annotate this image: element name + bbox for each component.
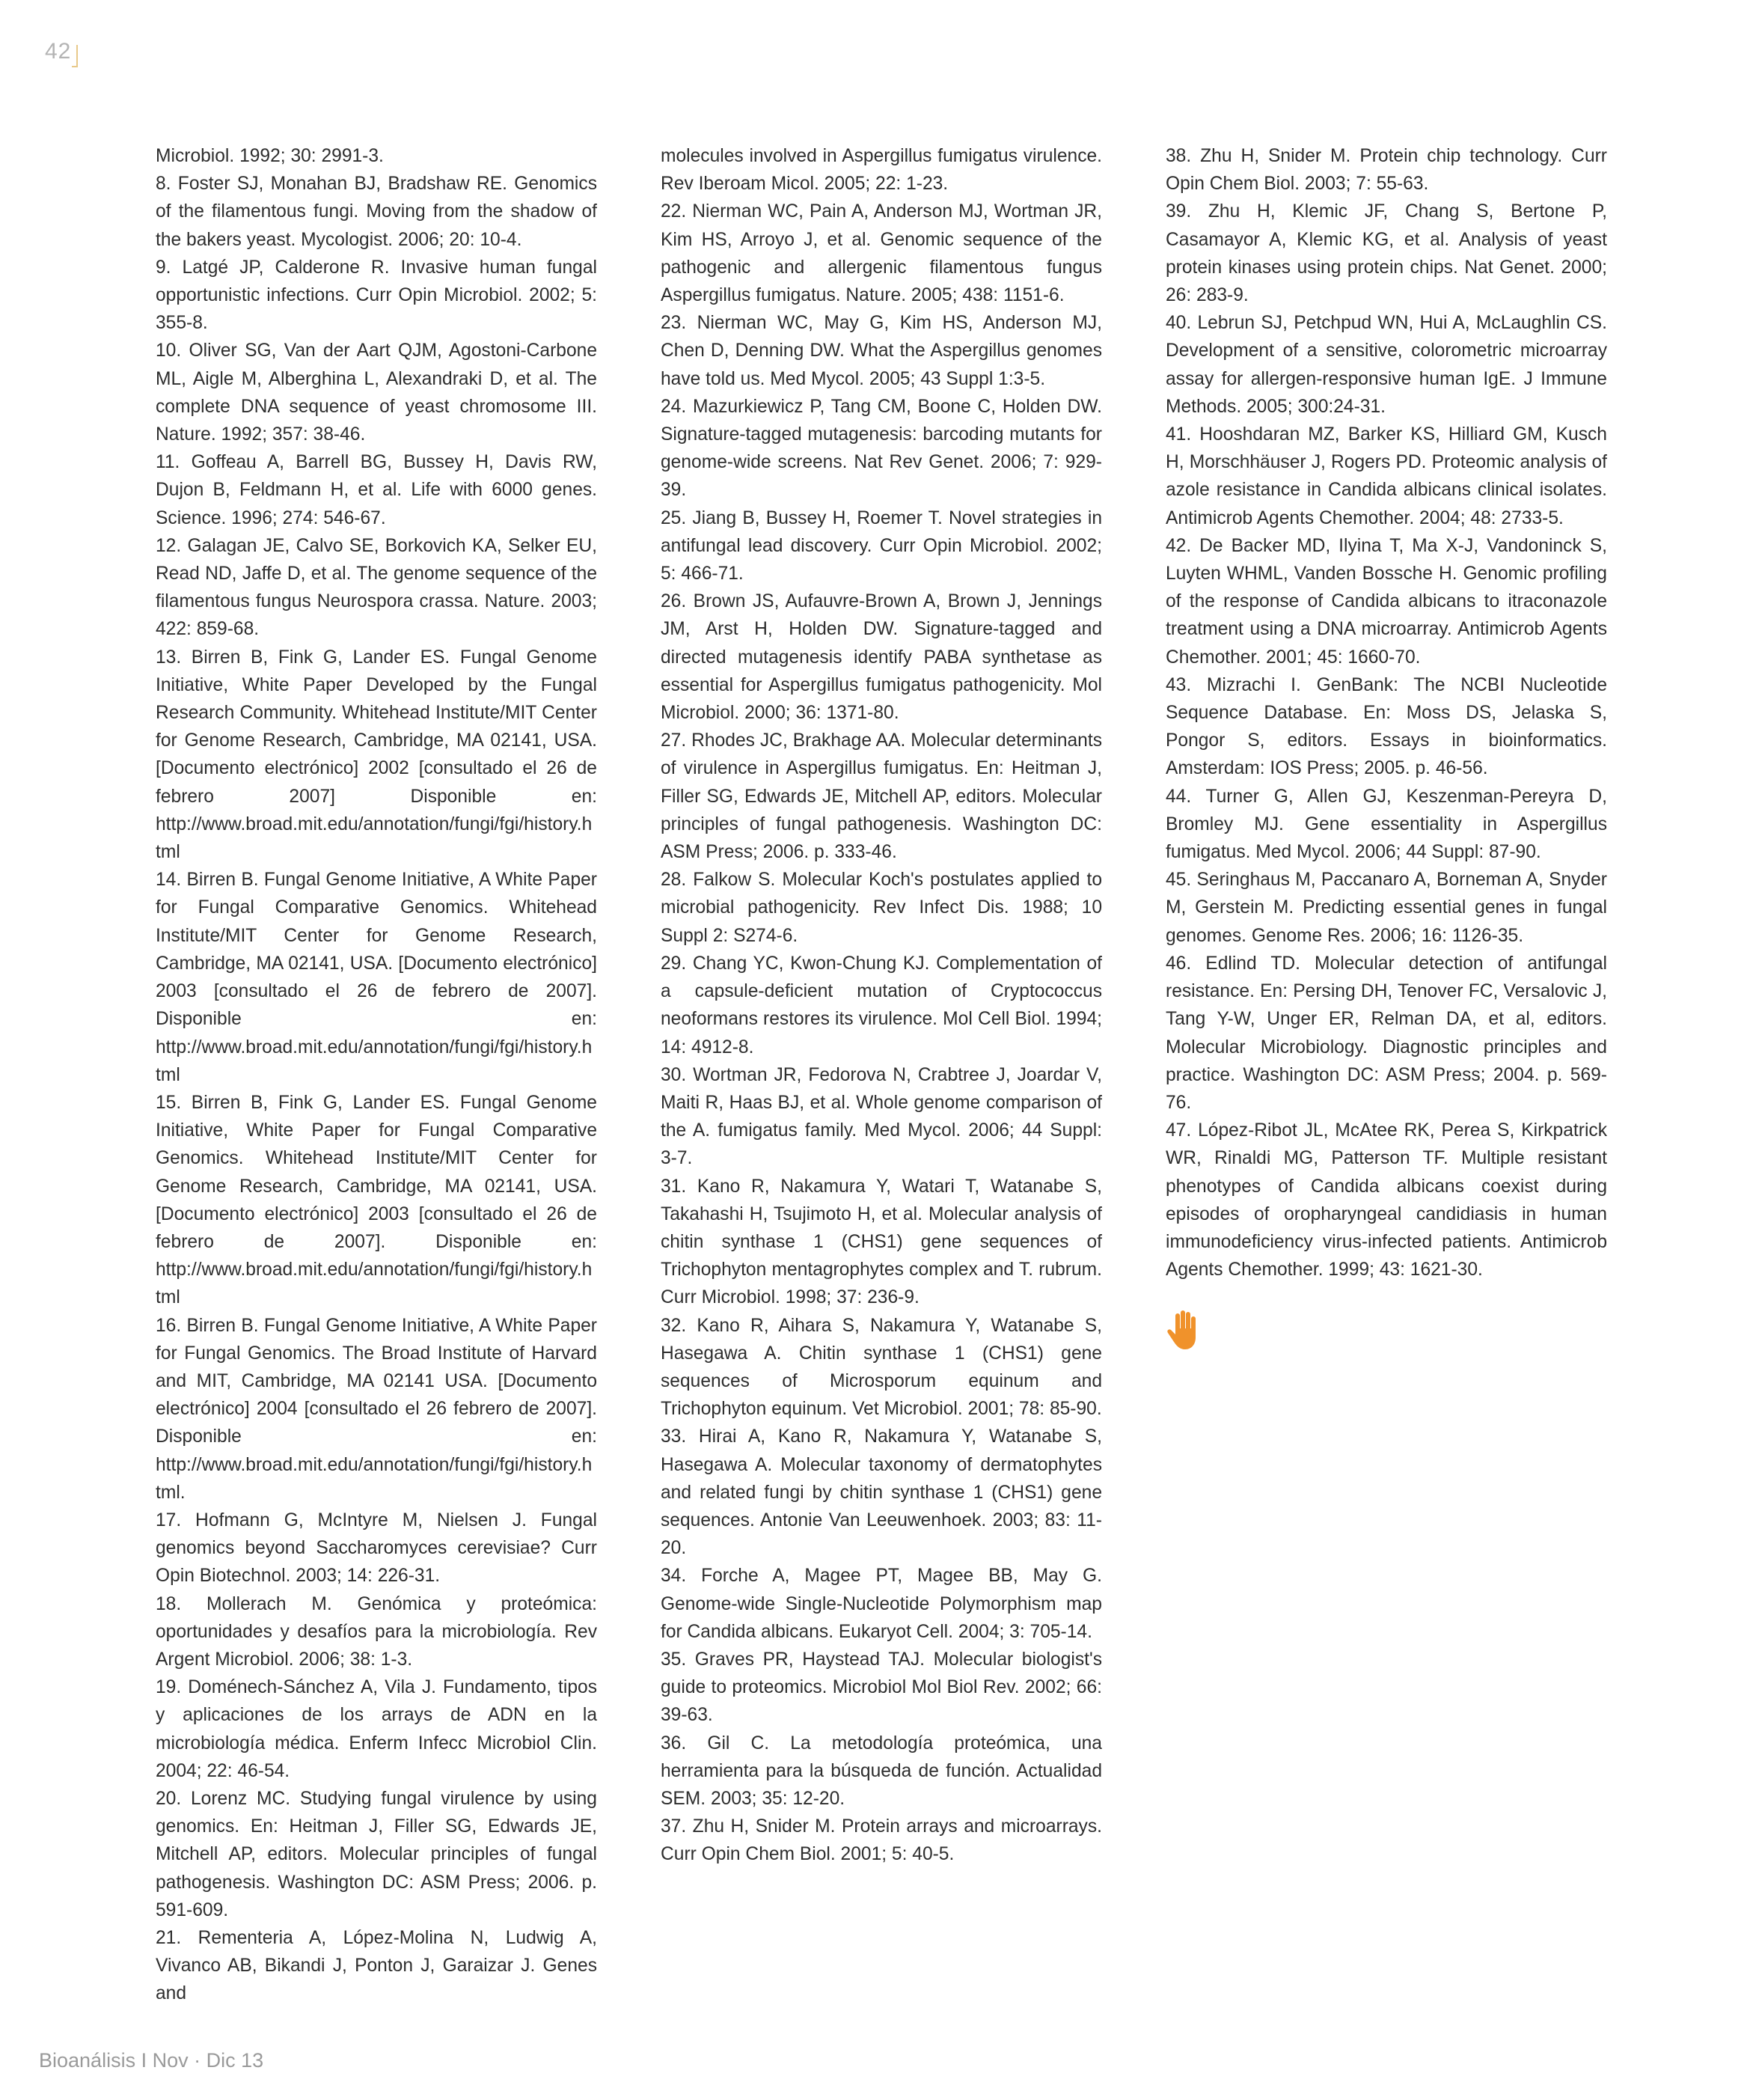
reference-entry: 30. Wortman JR, Fedorova N, Crabtree J, Joardar V, Maiti R, Haas BJ, et al. Whole genome comparison of the A. fumigatus family. Med Mycol. 2006; 44 Suppl: 3-7. [661, 1064, 1102, 1169]
references-column-1 [156, 142, 597, 2008]
reference-entry: 11. Goffeau A, Barrell BG, Bussey H, Davis RW, Dujon B, Feldmann H, et al. Life with 6000 genes. Science. 1996; 274: 546-67. [156, 452, 597, 528]
reference-entry: 15. Birren B, Fink G, Lander ES. Fungal Genome Initiative, White Paper for Fungal Comparative Genomics. Whitehead Institute/MIT Center for Genome Research, Cambridge, MA 02141, USA. [Documento electrónico] 2003 [consultado el 26 de febrero de 2007]. Disponible en: http://www.broad.mit.edu/annotation/fungi/fgi/history.html [156, 1092, 597, 1308]
reference-entry: 19. Doménech-Sánchez A, Vila J. Fundamento, tipos y aplicaciones de los arrays de ADN en la microbiología médica. Enferm Infecc Microbiol Clin. 2004; 22: 46-54. [156, 1677, 597, 1781]
reference-entry: 8. Foster SJ, Monahan BJ, Bradshaw RE. Genomics of the filamentous fungi. Moving from the shadow of the bakers yeast. Mycologist. 2006; 20: 10-4. [156, 174, 597, 250]
page-number: 42 [45, 39, 72, 64]
reference-entry: 34. Forche A, Magee PT, Magee BB, May G. Genome-wide Single-Nucleotide Polymorphism map for Candida albicans. Eukaryot Cell. 2004; 3: 705-14. [661, 1566, 1102, 1642]
reference-entry: 26. Brown JS, Aufauvre-Brown A, Brown J, Jennings JM, Arst H, Holden DW. Signature-tagged and directed mutagenesis identify PABA synthetase as essential for Aspergillus fumigatus pathogenicity. Mol Microbiol. 2000; 36: 1371-80. [661, 591, 1102, 724]
reference-entry: 39. Zhu H, Klemic JF, Chang S, Bertone P, Casamayor A, Klemic KG, et al. Analysis of yeast protein kinases using protein chips. Nat Genet. 2000; 26: 283-9. [1166, 201, 1607, 306]
page-number-corner-mark [72, 45, 78, 67]
reference-entry: 12. Galagan JE, Calvo SE, Borkovich KA, Selker EU, Read ND, Jaffe D, et al. The genome sequence of the filamentous fungus Neurospora crassa. Nature. 2003; 422: 859-68. [156, 535, 597, 640]
reference-entry: 16. Birren B. Fungal Genome Initiative, A White Paper for Fungal Genomics. The Broad Institute of Harvard and MIT, Cambridge, MA 02141 USA. [Documento electrónico] 2004 [consultado el 26 febrero de 2007]. Disponible en: http://www.broad.mit.edu/annotation/fungi/fgi/history.html. [156, 1315, 597, 1503]
reference-entry: 9. Latgé JP, Calderone R. Invasive human fungal opportunistic infections. Curr Opin Microbiol. 2002; 5: 355-8. [156, 257, 597, 334]
reference-entry: 36. Gil C. La metodología proteómica, una herramienta para la búsqueda de función. Actualidad SEM. 2003; 35: 12-20. [661, 1733, 1102, 1809]
hand-icon [1166, 1309, 1607, 1351]
reference-entry: 47. López-Ribot JL, McAtee RK, Perea S, Kirkpatrick WR, Rinaldi MG, Patterson TF. Multiple resistant phenotypes of Candida albicans coexist during episodes of oropharyngeal candidiasis in human immunodeficiency virus-infected patients. Antimicrob Agents Chemother. 1999; 43: 1621-30. [1166, 1120, 1607, 1281]
reference-entry: 14. Birren B. Fungal Genome Initiative, A White Paper for Fungal Comparative Genomics. Whitehead Institute/MIT Center for Genome Research, Cambridge, MA 02141, USA. [Documento electrónico] 2003 [consultado el 26 de febrero de 2007]. Disponible en: http://www.broad.mit.edu/annotation/fungi/fgi/history.html [156, 870, 597, 1085]
reference-entry: 38. Zhu H, Snider M. Protein chip technology. Curr Opin Chem Biol. 2003; 7: 55-63. [1166, 146, 1607, 195]
reference-entry: 46. Edlind TD. Molecular detection of antifungal resistance. En: Persing DH, Tenover FC, Versalovic J, Tang Y-W, Unger ER, Relman DA, et al, editors. Molecular Microbiology. Diagnostic principles and practice. Washington DC: ASM Press; 2004. p. 569-76. [1166, 953, 1607, 1113]
references-column-2 [661, 142, 1102, 1869]
reference-entry: 23. Nierman WC, May G, Kim HS, Anderson MJ, Chen D, Denning DW. What the Aspergillus genomes have told us. Med Mycol. 2005; 43 Suppl 1:3-5. [661, 313, 1102, 389]
reference-entry: 45. Seringhaus M, Paccanaro A, Borneman A, Snyder M, Gerstein M. Predicting essential genes in fungal genomes. Genome Res. 2006; 16: 1126-35. [1166, 870, 1607, 946]
reference-entry: 18. Mollerach M. Genómica y proteómica: oportunidades y desafíos para la microbiología. Rev Argent Microbiol. 2006; 38: 1-3. [156, 1593, 597, 1670]
reference-entry: Microbiol. 1992; 30: 2991-3. [156, 146, 384, 166]
reference-entry: 41. Hooshdaran MZ, Barker KS, Hilliard GM, Kusch H, Morschhäuser J, Rogers PD. Proteomic analysis of azole resistance in Candida albicans clinical isolates. Antimicrob Agents Chemother. 2004; 48: 2733-5. [1166, 424, 1607, 528]
journal-footer: Bioanálisis I Nov · Dic 13 [39, 2049, 264, 2072]
reference-entry: 10. Oliver SG, Van der Aart QJM, Agostoni-Carbone ML, Aigle M, Alberghina L, Alexandraki D, et al. The complete DNA sequence of yeast chromosome III. Nature. 1992; 357: 38-46. [156, 341, 597, 445]
reference-entry: 27. Rhodes JC, Brakhage AA. Molecular determinants of virulence in Aspergillus fumigatus. En: Heitman J, Filler SG, Edwards JE, Mitchell AP, editors. Molecular principles of fungal pathogenesis. Washington DC: ASM Press; 2006. p. 333-46. [661, 730, 1102, 863]
reference-entry: 43. Mizrachi I. GenBank: The NCBI Nucleotide Sequence Database. En: Moss DS, Jelaska S, Pongor S, editors. Essays in bioinformatics. Amsterdam: IOS Press; 2005. p. 46-56. [1166, 674, 1607, 779]
reference-entry: 13. Birren B, Fink G, Lander ES. Fungal Genome Initiative, White Paper Developed by the Fungal Research Community. Whitehead Institute/MIT Center for Genome Research, Cambridge, MA 02141, USA. [Documento electrónico] 2002 [consultado el 26 de febrero 2007] Disponible en: http://www.broad.mit.edu/annotation/fungi/fgi/history.html [156, 647, 597, 863]
reference-entry: 24. Mazurkiewicz P, Tang CM, Boone C, Holden DW. Signature-tagged mutagenesis: barcoding mutants for genome-wide screens. Nat Rev Genet. 2006; 7: 929-39. [661, 396, 1102, 501]
reference-entry: 21. Rementeria A, López-Molina N, Ludwig A, Vivanco AB, Bikandi J, Ponton J, Garaizar J. Genes and [156, 1928, 597, 2004]
reference-entry: 29. Chang YC, Kwon-Chung KJ. Complementation of a capsule-deficient mutation of Cryptococcus neoformans restores its virulence. Mol Cell Biol. 1994; 14: 4912-8. [661, 953, 1102, 1057]
reference-entry: 32. Kano R, Aihara S, Nakamura Y, Watanabe S, Hasegawa A. Chitin synthase 1 (CHS1) gene sequences of Microsporum equinum and Trichophyton equinum. Vet Microbiol. 2001; 78: 85-90. [661, 1315, 1102, 1420]
reference-entry: 44. Turner G, Allen GJ, Keszenman-Pereyra D, Bromley MJ. Gene essentiality in Aspergillus fumigatus. Med Mycol. 2006; 44 Suppl: 87-90. [1166, 786, 1607, 863]
reference-entry: 22. Nierman WC, Pain A, Anderson MJ, Wortman JR, Kim HS, Arroyo J, et al. Genomic sequence of the pathogenic and allergenic filamentous fungus Aspergillus fumigatus. Nature. 2005; 438: 1151-6. [661, 201, 1102, 306]
reference-entry: 37. Zhu H, Snider M. Protein arrays and microarrays. Curr Opin Chem Biol. 2001; 5: 40-5. [661, 1816, 1102, 1865]
references-column-3 [1166, 142, 1607, 1351]
reference-entry: 28. Falkow S. Molecular Koch's postulates applied to microbial pathogenicity. Rev Infect Dis. 1988; 10 Suppl 2: S274-6. [661, 870, 1102, 946]
reference-entry: 25. Jiang B, Bussey H, Roemer T. Novel strategies in antifungal lead discovery. Curr Opin Microbiol. 2002; 5: 466-71. [661, 507, 1102, 584]
reference-entry: 20. Lorenz MC. Studying fungal virulence by using genomics. En: Heitman J, Filler SG, Edwards JE, Mitchell AP, editors. Molecular principles of fungal pathogenesis. Washington DC: ASM Press; 2006. p. 591-609. [156, 1788, 597, 1920]
reference-entry: 40. Lebrun SJ, Petchpud WN, Hui A, McLaughlin CS. Development of a sensitive, colorometric microarray assay for allergen-responsive human IgE. J Immune Methods. 2005; 300:24-31. [1166, 313, 1607, 417]
reference-entry: 31. Kano R, Nakamura Y, Watari T, Watanabe S, Takahashi H, Tsujimoto H, et al. Molecular analysis of chitin synthase 1 (CHS1) gene sequences of Trichophyton mentagrophytes complex and T. rubrum. Curr Microbiol. 1998; 37: 236-9. [661, 1176, 1102, 1308]
reference-entry: 33. Hirai A, Kano R, Nakamura Y, Watanabe S, Hasegawa A. Molecular taxonomy of dermatophytes and related fungi by chitin synthase 1 (CHS1) gene sequences. Antonie Van Leeuwenhoek. 2003; 83: 11-20. [661, 1426, 1102, 1559]
reference-entry: 42. De Backer MD, Ilyina T, Ma X-J, Vandoninck S, Luyten WHML, Vanden Bossche H. Genomic profiling of the response of Candida albicans to itraconazole treatment using a DNA microarray. Antimicrob Agents Chemother. 2001; 45: 1660-70. [1166, 535, 1607, 668]
reference-entry: molecules involved in Aspergillus fumigatus virulence. Rev Iberoam Micol. 2005; 22: 1-23. [661, 146, 1102, 195]
reference-entry: 17. Hofmann G, McIntyre M, Nielsen J. Fungal genomics beyond Saccharomyces cerevisiae? Curr Opin Biotechnol. 2003; 14: 226-31. [156, 1510, 597, 1587]
reference-entry: 35. Graves PR, Haystead TAJ. Molecular biologist's guide to proteomics. Microbiol Mol Biol Rev. 2002; 66: 39-63. [661, 1649, 1102, 1726]
